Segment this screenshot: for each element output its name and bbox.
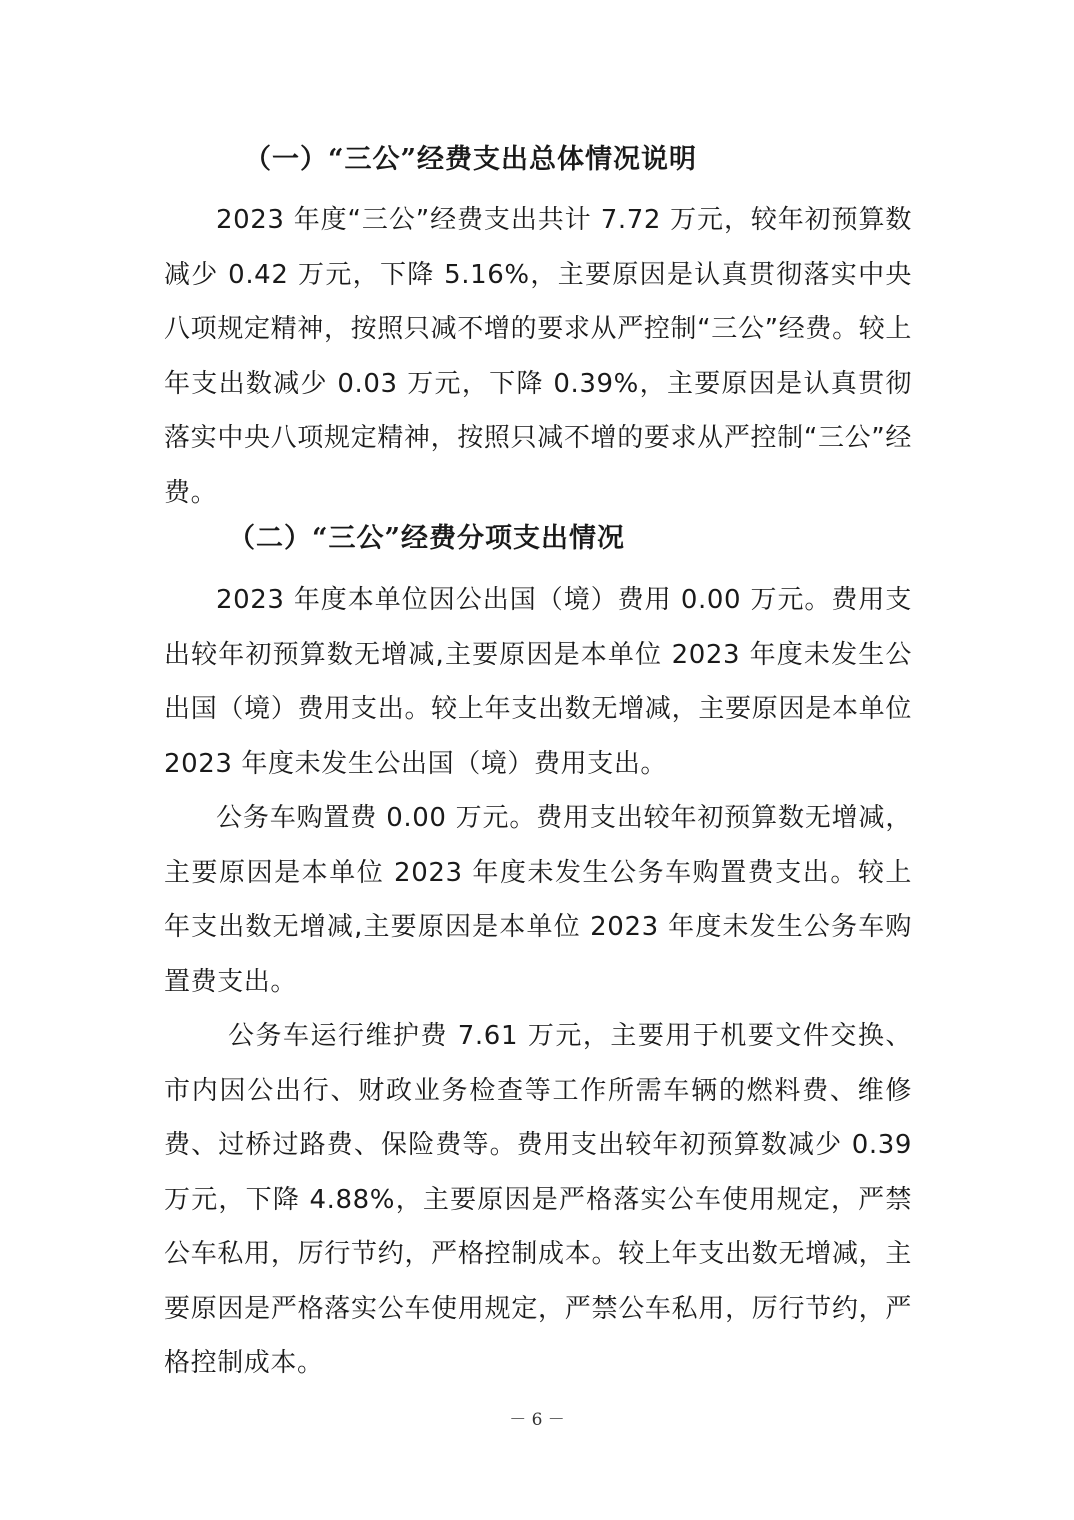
paragraph-overall-summary: 2023 年度“三公”经费支出共计 7.72 万元，较年初预算数减少 0.42 万元，下降 5.16%，主要原因是认真贯彻落实中央八项规定精神，按照只减不增的要求从严控制“三公”经费。较上年支出数减少 0.03 万元，下降 0.39%，主要原因是认真贯彻落实中央八项规定精神，按照只减不增的要求从严控制“三公”经费。 [164, 205, 912, 508]
section-heading-itemized: （二）“三公”经费分项支出情况 [228, 523, 626, 554]
paragraph-vehicle-operation: 公务车运行维护费 7.61 万元，主要用于机要文件交换、市内因公出行、财政业务检查等工作所需车辆的燃料费、维修费、过桥过路费、保险费等。费用支出较年初预算数减少 0.39 万元，下降 4.88%，主要原因是严格落实公车使用规定，严禁公车私用，厉行节约，严格控制成本。较上年支出数无增减，主要原因是严格落实公车使用规定，严禁公车私用，厉行节约，严格控制成本。 [164, 1021, 912, 1378]
paragraph-vehicle-purchase: 公务车购置费 0.00 万元。费用支出较年初预算数无增减，主要原因是本单位 2023 年度未发生公务车购置费支出。较上年支出数无增减,主要原因是本单位 2023 年度未发生公务车购置费支出。 [164, 803, 912, 997]
paragraph-overseas-travel: 2023 年度本单位因公出国（境）费用 0.00 万元。费用支出较年初预算数无增减,主要原因是本单位 2023 年度未发生公出国（境）费用支出。较上年支出数无增减，主要原因是本单位 2023 年度未发生公出国（境）费用支出。 [164, 585, 912, 779]
section-heading-overall: （一）“三公”经费支出总体情况说明 [244, 144, 698, 175]
page-number: － 6 － [509, 1410, 565, 1430]
